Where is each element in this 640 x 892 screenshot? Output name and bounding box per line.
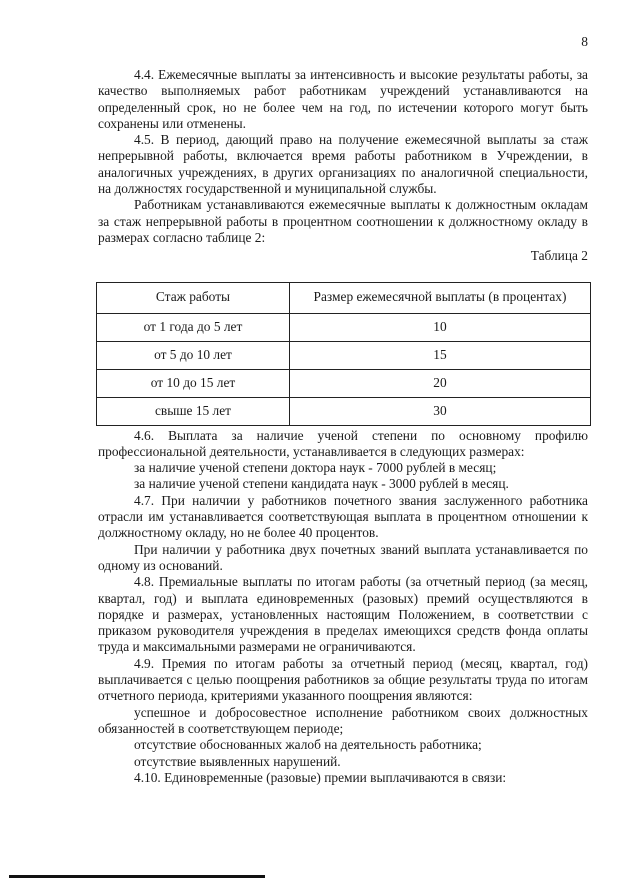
table-cell: 10 xyxy=(290,313,591,341)
page-number: 8 xyxy=(581,34,588,49)
paragraph-doctor-degree: за наличие ученой степени доктора наук - 7000 рублей в месяц; xyxy=(134,460,497,476)
table-row xyxy=(97,397,591,425)
paragraph-criterion-performance: успешное и добросовестное исполнение работником своих должностных обязанностей в соответствующем периоде; xyxy=(98,704,588,736)
table-header-cell: Размер ежемесячной выплаты (в процентах) xyxy=(290,282,591,313)
table-cell: 20 xyxy=(290,369,591,397)
table-cell: 30 xyxy=(290,397,591,425)
table-cell: свыше 15 лет xyxy=(97,397,290,425)
paragraph-4-10: 4.10. Единовременные (разовые) премии выплачиваются в связи: xyxy=(134,769,507,785)
table-row xyxy=(97,341,591,369)
paragraph-candidate-degree: за наличие ученой степени кандидата наук - 3000 рублей в месяц. xyxy=(134,476,509,492)
footer-rule xyxy=(9,875,265,878)
table-label: Таблица 2 xyxy=(530,248,588,264)
table-row xyxy=(97,369,591,397)
paragraph-criterion-violations: отсутствие выявленных нарушений. xyxy=(134,753,341,769)
table-cell: от 5 до 10 лет xyxy=(97,341,290,369)
paragraph-criterion-complaints: отсутствие обоснованных жалоб на деятельность работника; xyxy=(134,737,482,753)
service-bonus-table xyxy=(96,282,591,426)
paragraph-4-5: 4.5. В период, дающий право на получение ежемесячной выплаты за стаж непрерывной работы, включается время работы работником в Учреждении, в аналогичных учреждениях, в других организациях по аналогичной специальности, на должностях государственной и муниципальной службы. xyxy=(98,132,588,197)
table-cell: 15 xyxy=(290,341,591,369)
paragraph-4-6: 4.6. Выплата за наличие ученой степени по основному профилю профессиональной деятельности, устанавливается в следующих размерах: xyxy=(98,427,588,459)
table-header-row xyxy=(97,282,591,313)
paragraph-4-8: 4.8. Премиальные выплаты по итогам работы (за отчетный период (за месяц, квартал, год) и выплата единовременных (разовых) премий осуществляются в порядке и размерах, установленных настоящим Положением, в соответствии с приказом руководителя учреждения в пределах имеющихся средств фонда оплаты труда и максимальными размерами не ограничиваются. xyxy=(98,574,588,655)
table-row xyxy=(97,313,591,341)
table-cell: от 10 до 15 лет xyxy=(97,369,290,397)
table-header-cell: Стаж работы xyxy=(97,282,290,313)
document-body xyxy=(98,67,588,786)
paragraph-length-of-service: Работникам устанавливаются ежемесячные выплаты к должностным окладам за стаж непрерывной работы в процентном соотношении к должностному окладу в размерах согласно таблице 2: xyxy=(98,197,588,245)
paragraph-4-4: 4.4. Ежемесячные выплаты за интенсивность и высокие результаты работы, за качество выполняемых работ работникам учреждений устанавливаются на определенный срок, но не более чем на год, по истечении которого могут быть сохранены или отменены. xyxy=(98,67,588,131)
paragraph-4-7: 4.7. При наличии у работников почетного звания заслуженного работника отрасли им устанавливается соответствующая выплата в процентном отношении к должностному окладу, но не более 40 процентов. xyxy=(98,492,588,541)
table-cell: от 1 года до 5 лет xyxy=(97,313,290,341)
paragraph-two-titles: При наличии у работника двух почетных званий выплата устанавливается по одному из оснований. xyxy=(98,541,588,573)
paragraph-4-9: 4.9. Премия по итогам работы за отчетный период (месяц, квартал, год) выплачивается с целью поощрения работников за общие результаты труда по итогам отчетного периода, критериями указанного поощрения являются: xyxy=(98,655,588,704)
